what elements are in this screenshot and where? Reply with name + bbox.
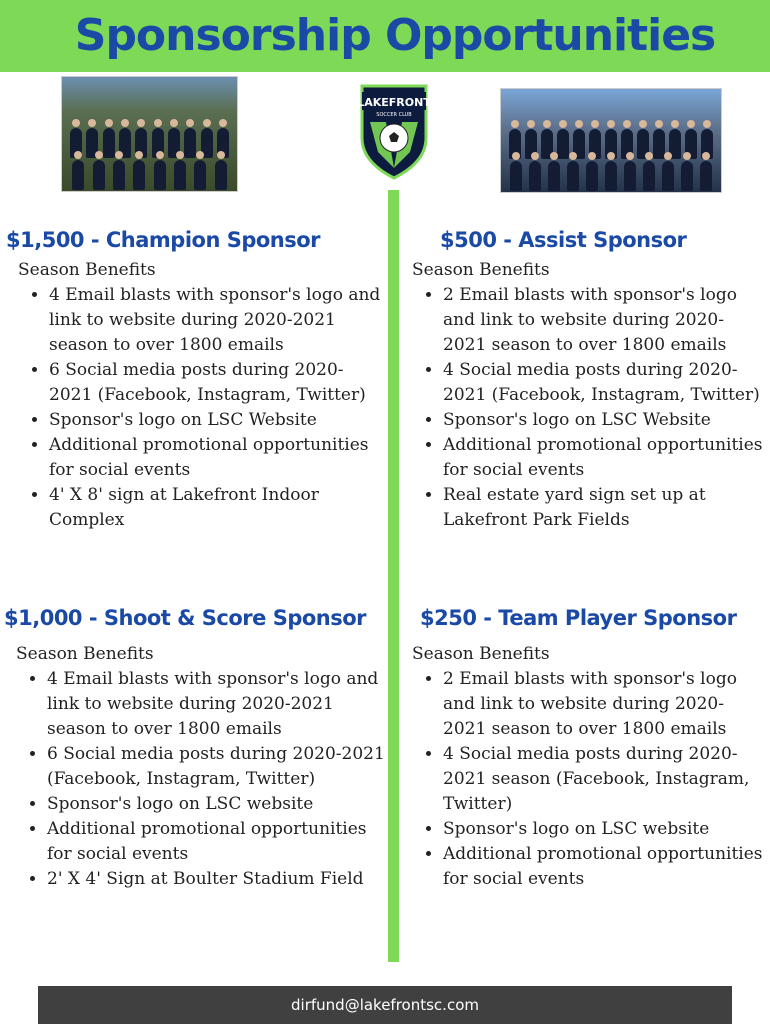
list-item: • 6 Social media posts during 2020-2021 (Facebook, Instagram, Twitter) <box>47 742 386 792</box>
list-item: • 2 Email blasts with sponsor's logo and link to website during 2020-2021 season to over 1800 emails <box>443 667 766 742</box>
logo-name: LAKEFRONT <box>357 96 431 109</box>
club-logo <box>356 82 432 180</box>
benefits-heading: Season Benefits <box>412 644 550 664</box>
benefits-list <box>18 283 384 533</box>
list-item: • 4 Email blasts with sponsor's logo and link to website during 2020-2021 season to over 1800 emails <box>49 283 384 358</box>
section-title: $250 - Team Player Sponsor <box>420 606 737 630</box>
logo-subtitle: SOCCER CLUB <box>376 112 412 118</box>
list-item: • 2 Email blasts with sponsor's logo and link to website during 2020-2021 season to over 1800 emails <box>443 283 766 358</box>
sponsor-section-assist <box>400 228 766 533</box>
footer-bar <box>38 986 732 1024</box>
section-title: $1,500 - Champion Sponsor <box>6 228 321 252</box>
sponsor-section-champion <box>6 228 384 533</box>
team-photo-right <box>500 88 722 193</box>
benefits-heading: Season Benefits <box>18 260 156 280</box>
sponsor-section-shoot-score <box>4 606 386 892</box>
list-item: • Additional promotional opportunities for social events <box>443 842 766 892</box>
list-item: • Additional promotional opportunities for social events <box>47 817 386 867</box>
benefits-list <box>412 283 766 533</box>
list-item: • Additional promotional opportunities for social events <box>49 433 384 483</box>
list-item: • 6 Social media posts during 2020-2021 (Facebook, Instagram, Twitter) <box>49 358 384 408</box>
benefits-heading: Season Benefits <box>412 260 550 280</box>
benefits-list <box>16 667 386 892</box>
column-divider <box>388 190 399 962</box>
team-photo-left <box>61 76 238 192</box>
section-title: $500 - Assist Sponsor <box>440 228 687 252</box>
benefits-list <box>412 667 766 892</box>
list-item: • 4 Social media posts during 2020-2021 season (Facebook, Instagram, Twitter) <box>443 742 766 817</box>
list-item: • Sponsor's logo on LSC Website <box>443 408 766 433</box>
list-item: • Sponsor's logo on LSC website <box>443 817 766 842</box>
benefits-heading: Season Benefits <box>16 644 154 664</box>
list-item: • 4' X 8' sign at Lakefront Indoor Complex <box>49 483 384 533</box>
player-group <box>501 120 721 192</box>
sponsor-section-team-player <box>400 606 766 892</box>
list-item: • Additional promotional opportunities for social events <box>443 433 766 483</box>
contact-email: dirfund@lakefrontsc.com <box>291 996 479 1014</box>
section-title: $1,000 - Shoot & Score Sponsor <box>4 606 367 630</box>
list-item: • Sponsor's logo on LSC website <box>47 792 386 817</box>
list-item: • 4 Email blasts with sponsor's logo and link to website during 2020-2021 season to over 1800 emails <box>47 667 386 742</box>
list-item: • 4 Social media posts during 2020-2021 (Facebook, Instagram, Twitter) <box>443 358 766 408</box>
list-item: • Real estate yard sign set up at Lakefront Park Fields <box>443 483 766 533</box>
page-title: Sponsorship Opportunities <box>74 10 716 61</box>
player-group <box>62 111 237 191</box>
list-item: • 2' X 4' Sign at Boulter Stadium Field <box>47 867 386 892</box>
list-item: • Sponsor's logo on LSC Website <box>49 408 384 433</box>
